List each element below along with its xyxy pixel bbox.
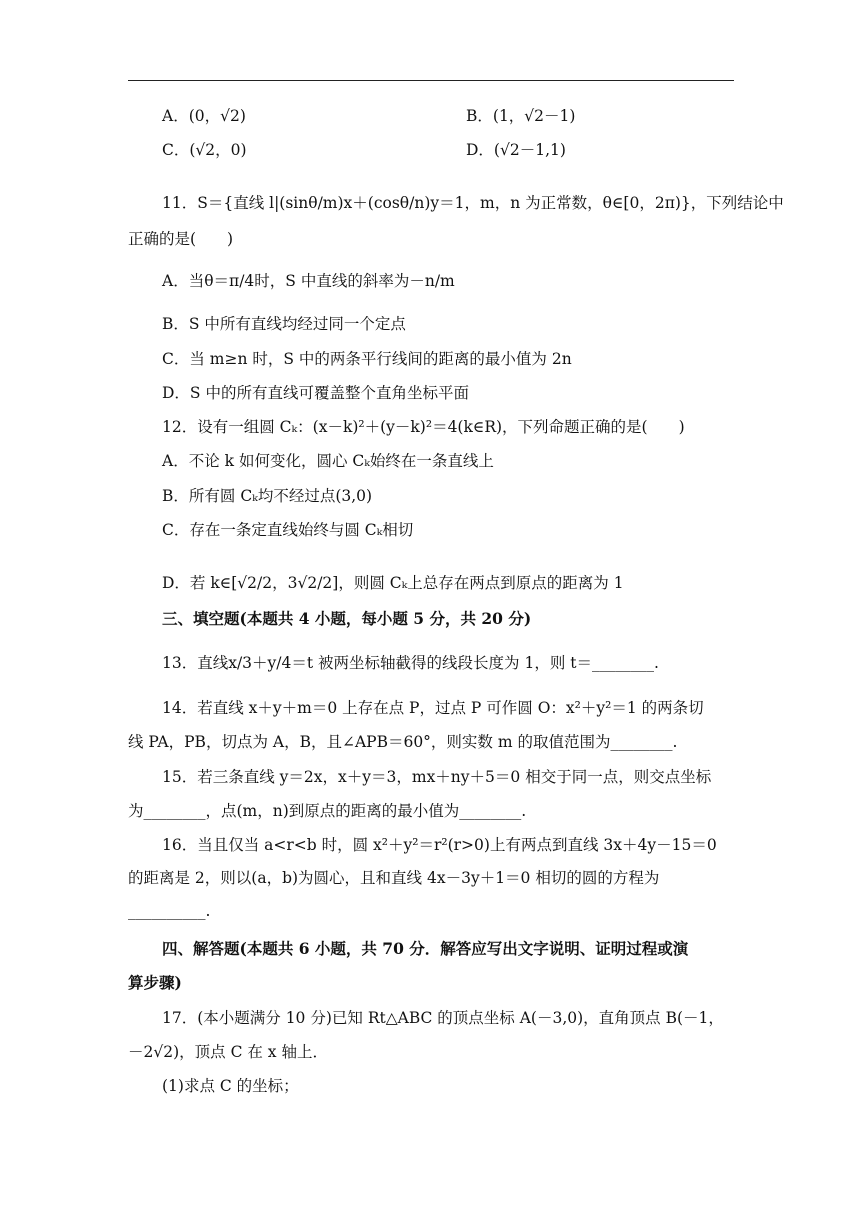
option-11a: A．当θ＝π/4时，S 中直线的斜率为－n/m	[162, 272, 455, 290]
question-17: 17．(本小题满分 10 分)已知 Rt△ABC 的顶点坐标 A(－3,0)，直角顶点 B(－1，	[162, 1009, 724, 1027]
option-12b: B．所有圆 Cₖ均不经过点(3,0)	[162, 487, 373, 505]
section-fill-blank-heading: 三、填空题(本题共 4 小题，每小题 5 分，共 20 分)	[162, 609, 532, 628]
option-11b: B．S 中所有直线均经过同一个定点	[162, 315, 406, 333]
question-14-cont: 线 PA，PB，切点为 A，B，且∠APB＝60°，则实数 m 的取值范围为________.	[128, 733, 678, 751]
option-12a: A．不论 k 如何变化，圆心 Cₖ始终在一条直线上	[162, 452, 494, 470]
option-12c: C．存在一条定直线始终与圆 Cₖ相切	[162, 521, 414, 539]
option-11d: D．S 中的所有直线可覆盖整个直角坐标平面	[162, 384, 469, 402]
question-11-stem: 11．S＝{直线 l|(sinθ/m)x＋(cosθ/n)y＝1，m，n 为正常数，θ∈[0，2π)}，下列结论中	[162, 194, 784, 212]
option-10a: A．(0，√2)	[162, 107, 246, 125]
question-17-cont: －2√2)，顶点 C 在 x 轴上．	[128, 1043, 328, 1061]
option-11c: C．当 m≥n 时，S 中的两条平行线间的距离的最小值为 2n	[162, 350, 572, 368]
question-15: 15．若三条直线 y＝2x，x＋y＝3，mx＋ny＋5＝0 相交于同一点，则交点坐标	[162, 768, 712, 786]
option-10b: B．(1，√2－1)	[466, 107, 576, 125]
question-15-cont: 为________，点(m，n)到原点的距离的最小值为________.	[128, 802, 527, 820]
section-answer-heading: 四、解答题(本题共 6 小题，共 70 分．解答应写出文字说明、证明过程或演	[162, 939, 689, 958]
section-answer-heading-cont: 算步骤)	[128, 973, 182, 992]
option-10d: D．(√2－1,1)	[466, 141, 566, 159]
option-12d: D．若 k∈[√2/2，3√2/2]，则圆 Cₖ上总存在两点到原点的距离为 1	[162, 574, 624, 592]
question-14: 14．若直线 x＋y＋m＝0 上存在点 P，过点 P 可作圆 O：x²＋y²＝1 的两条切	[162, 699, 704, 717]
question-16-cont: 的距离是 2，则以(a，b)为圆心，且和直线 4x－3y＋1＝0 相切的圆的方程为	[128, 869, 660, 887]
header-rule	[128, 80, 734, 81]
question-17-part-1: (1)求点 C 的坐标；	[162, 1077, 299, 1095]
question-13: 13．直线x/3＋y/4＝t 被两坐标轴截得的线段长度为 1，则 t＝________.	[162, 654, 659, 672]
question-16: 16．当且仅当 a<r<b 时，圆 x²＋y²＝r²(r>0)上有两点到直线 3x＋4y－15＝0	[162, 836, 717, 854]
option-10c: C．(√2，0)	[162, 141, 247, 159]
question-11-stem-cont: 正确的是( )	[128, 230, 234, 248]
question-16-blank: __________.	[128, 902, 211, 920]
question-12-stem: 12．设有一组圆 Cₖ：(x－k)²＋(y－k)²＝4(k∈R)，下列命题正确的是( )	[162, 418, 685, 436]
